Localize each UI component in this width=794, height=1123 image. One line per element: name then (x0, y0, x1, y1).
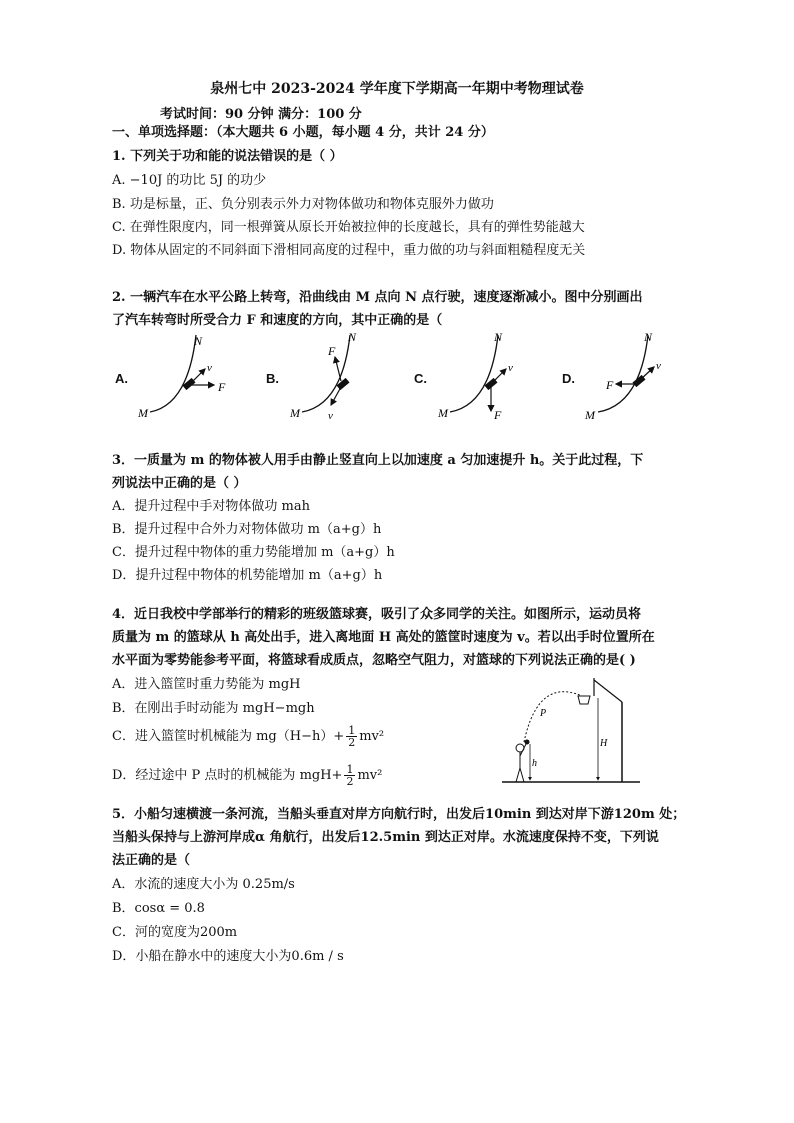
label-f: F (494, 408, 502, 422)
q2-figure-d (584, 330, 661, 422)
q4-basketball-figure (498, 672, 646, 788)
velocity-arrow (493, 369, 506, 382)
q2-option-c-label: C. (414, 371, 427, 386)
velocity-arrow (191, 369, 205, 383)
q3-stem-line1: 3．一质量为 m 的物体被人用手由静止竖直向上以加速度 a 匀加速提升 h。关于此过程，下 (112, 453, 644, 468)
q4-stem-line3: 水平面为零势能参考平面，将篮球看成质点，忽略空气阻力，对篮球的下列说法正确的是( ) (112, 653, 636, 668)
q4-option-a: A．进入篮筐时重力势能为 mgH (112, 677, 301, 692)
q4-option-d-text: D．经过途中 P 点时的机械能为 mgH+ (112, 768, 343, 783)
label-f: F (218, 380, 226, 394)
section-heading: 一、单项选择题：（本大题共 6 小题，每小题 4 分，共计 24 分） (112, 125, 494, 140)
player-leg (520, 768, 524, 782)
q3-option-b: B．提升过程中合外力对物体做功 m（a+g）h (112, 522, 382, 537)
label-v: v (207, 362, 212, 374)
q4-option-c-text: C．进入篮筐时机械能为 mg（H−h）+ (112, 729, 345, 744)
q4-stem-line2: 质量为 m 的篮球从 h 高处出手，进入离地面 H 高处的篮筐时速度为 v。若以出手时位置所在 (112, 630, 655, 645)
q5-stem-line2: 当船头保持与上游河岸成α 角航行，出发后12.5min 到达正对岸。水流速度保持不变，下列说 (112, 830, 659, 845)
ball-trajectory (524, 692, 582, 742)
q2-option-b-label: B. (266, 371, 279, 386)
basketball (525, 740, 530, 745)
player-leg (516, 768, 520, 782)
label-v: v (328, 410, 333, 422)
q5-option-d: D．小船在静水中的速度大小为0.6m / s (112, 949, 344, 964)
q2-figure-a (137, 334, 226, 420)
q5-option-b: B．cosα = 0.8 (112, 901, 205, 916)
q1-stem: 1. 下列关于功和能的说法错误的是（ ） (112, 149, 343, 164)
trajectory-curve (598, 335, 648, 412)
fraction: $\frac{1}{2}$ (348, 724, 356, 749)
label-m: M (585, 408, 595, 422)
q2-stem-line2: 了汽车转弯时所受合力 F 和速度的方向，其中正确的是（ (112, 313, 443, 328)
label-n: N (194, 334, 203, 348)
force-arrow (335, 357, 341, 381)
velocity-arrow (331, 387, 341, 405)
q3-option-d: D．提升过程中物体的机势能增加 m（a+g）h (112, 568, 383, 583)
label-h-small: h (532, 758, 537, 769)
trajectory-curve (302, 335, 350, 412)
q3-option-c: C．提升过程中物体的重力势能增加 m（a+g）h (112, 545, 395, 560)
q2-stem-line1: 2. 一辆汽车在水平公路上转弯，沿曲线由 M 点向 N 点行驶，速度逐渐减小。图中分别画出 (112, 290, 643, 305)
label-n: N (644, 330, 653, 344)
fraction: $\frac{1}{2}$ (346, 763, 354, 788)
q2-figure-c (437, 330, 513, 422)
q1-option-c: C. 在弹性限度内，同一根弹簧从原长开始被拉伸的长度越长，具有的弹性势能越大 (112, 220, 585, 235)
exam-title: 泉州七中 2023-2024 学年度下学期高一年期中考物理试卷 (210, 81, 584, 97)
q2-option-d-label: D. (562, 371, 575, 386)
label-m: M (290, 406, 300, 420)
label-v: v (656, 360, 661, 372)
q2-option-a-label: A. (115, 371, 128, 386)
label-n: N (348, 330, 357, 344)
q5-stem-line1: 5．小船匀速横渡一条河流，当船头垂直对岸方向航行时，出发后10min 到达对岸下游120m 处； (112, 807, 686, 822)
label-m: M (138, 406, 148, 420)
q3-stem-line2: 列说法中正确的是（ ） (112, 476, 247, 491)
q4-stem-line1: 4．近日我校中学部举行的精彩的班级篮球赛，吸引了众多同学的关注。如图所示，运动员将 (112, 607, 642, 622)
q5-stem-line3: 法正确的是（ (112, 853, 191, 868)
q4-option-b: B．在刚出手时动能为 mgH−mgh (112, 701, 315, 716)
q5-option-c: C．河的宽度为200m (112, 925, 238, 940)
q2-figure-b (289, 330, 357, 422)
label-n: N (494, 330, 503, 344)
label-m: M (438, 406, 448, 420)
exam-subtitle: 考试时间：90 分钟 满分：100 分 (160, 107, 362, 122)
label-f: F (328, 344, 336, 358)
q4-option-c: C．进入篮筐时机械能为 mg（H−h）+ $\frac{1}{2}$ mv² (112, 724, 385, 749)
trajectory-curve (150, 335, 196, 412)
velocity-arrow (640, 367, 654, 380)
q1-option-d: D. 物体从固定的不同斜面下滑相同高度的过程中，重力做的功与斜面粗糙程度无关 (112, 243, 586, 258)
label-p: P (540, 708, 547, 719)
q3-option-a: A．提升过程中手对物体做功 mah (112, 499, 310, 514)
q1-option-a: A. −10J 的功比 5J 的功少 (112, 173, 267, 188)
q2-figures (0, 325, 794, 430)
basket-net (578, 696, 590, 704)
label-f: F (606, 378, 614, 392)
label-v: v (508, 362, 513, 374)
q4-option-d: D．经过途中 P 点时的机械能为 mgH+ $\frac{1}{2}$ mv² (112, 763, 383, 788)
q1-option-b: B. 功是标量，正、负分别表示外力对物体做功和物体克服外力做功 (112, 197, 494, 212)
label-h-big: H (600, 738, 608, 749)
q5-option-a: A．水流的速度大小为 0.25m/s (112, 877, 295, 892)
